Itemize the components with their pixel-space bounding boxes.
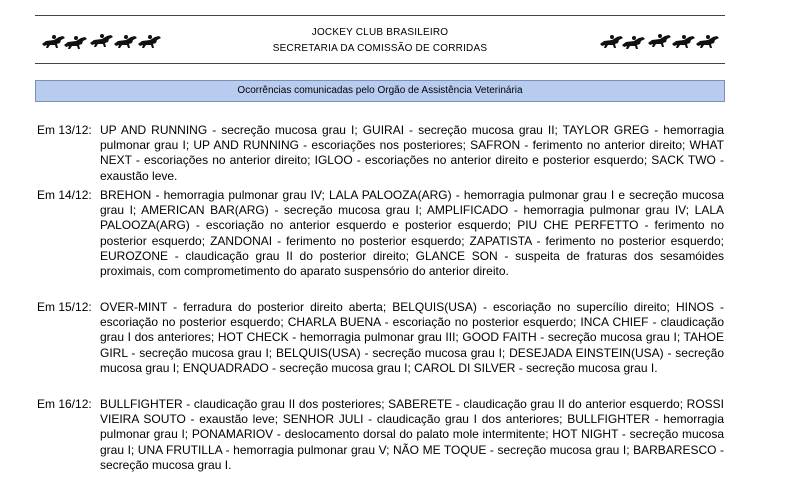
section-banner: Ocorrências comunicadas pelo Orgão de Assistência Veterinária: [35, 80, 725, 102]
entry-date: Em 16/12:: [37, 397, 92, 411]
racing-horses-icon: [598, 32, 724, 52]
document-header: [35, 15, 725, 64]
entry-date: Em 15/12:: [37, 300, 92, 314]
entry-text: OVER-MINT - ferradura do posterior direito aberta; BELQUIS(USA) - escoriação no supercílio direito; HINOS - escoriação no posterior esquerdo; CHARLA BUENA - escoriação no posterior esquerdo; INCA CHIEF - claudicação grau I dos anteriores; HOT CHECK - hemorragia pulmonar grau III; GOOD FAITH - secreção mucosa grau I; TAHOE GIRL - secreção mucosa grau I; BELQUIS(USA) - secreção mucosa grau I; DESEJADA EINSTEIN(USA) - secreção mucosa grau I; ENQUADRADO - secreção mucosa grau I; CAROL DI SILVER - secreção mucosa grau I.: [100, 300, 724, 375]
entry-text: BREHON - hemorragia pulmonar grau IV; LALA PALOOZA(ARG) - hemorragia pulmonar grau I e secreção mucosa grau I; AMERICAN BAR(ARG) - secreção mucosa grau I; AMPLIFICADO - hemorragia pulmonar grau IV; LALA PALOOZA(ARG) - escoriação no anterior esquerdo e posterior esquerdo; PIU CHE PERFETTO - ferimento no posterior esquerdo; ZANDONAI - ferimento no posterior esquerdo; ZAPATISTA - ferimento no posterior esquerdo; EUROZONE - claudicação grau II do posterior direito; GLANCE SON - suspeita de fraturas dos sesamóides proximais, com comprometimento do aparato suspensório do anterior direito.: [100, 188, 724, 279]
entry-date: Em 14/12:: [37, 188, 92, 202]
entry-text: BULLFIGHTER - claudicação grau II dos posteriores; SABERETE - claudicação grau II do anterior esquerdo; ROSSI VIEIRA SOUTO - exaustão leve; SENHOR JULI - claudicação grau I dos anteriores; BULLFIGHTER - hemorragia pulmonar grau I; PONAMARIOV - deslocamento dorsal do palato mole intermitente; HOT NIGHT - secreção mucosa grau I; UNA FRUTILLA - hemorragia pulmonar grau V; NÃO ME TOQUE - secreção mucosa grau I; BARBARESCO - secreção mucosa grau I.: [100, 397, 724, 472]
department-name: SECRETARIA DA COMISSÃO DE CORRIDAS: [272, 43, 488, 54]
entry-text: UP AND RUNNING - secreção mucosa grau I; GUIRAI - secreção mucosa grau II; TAYLOR GREG - hemorragia pulmonar grau I; UP AND RUNNING - escoriações nos posteriores; SAFRON - ferimento no anterior direito; WHAT NEXT - escoriações no anterior direito; IGLOO - escoriações no anterior direito e posterior esquerdo; SACK TWO - exaustão leve.: [100, 123, 724, 183]
entry-date: Em 13/12:: [37, 123, 92, 137]
organization-name: JOCKEY CLUB BRASILEIRO: [311, 27, 449, 38]
